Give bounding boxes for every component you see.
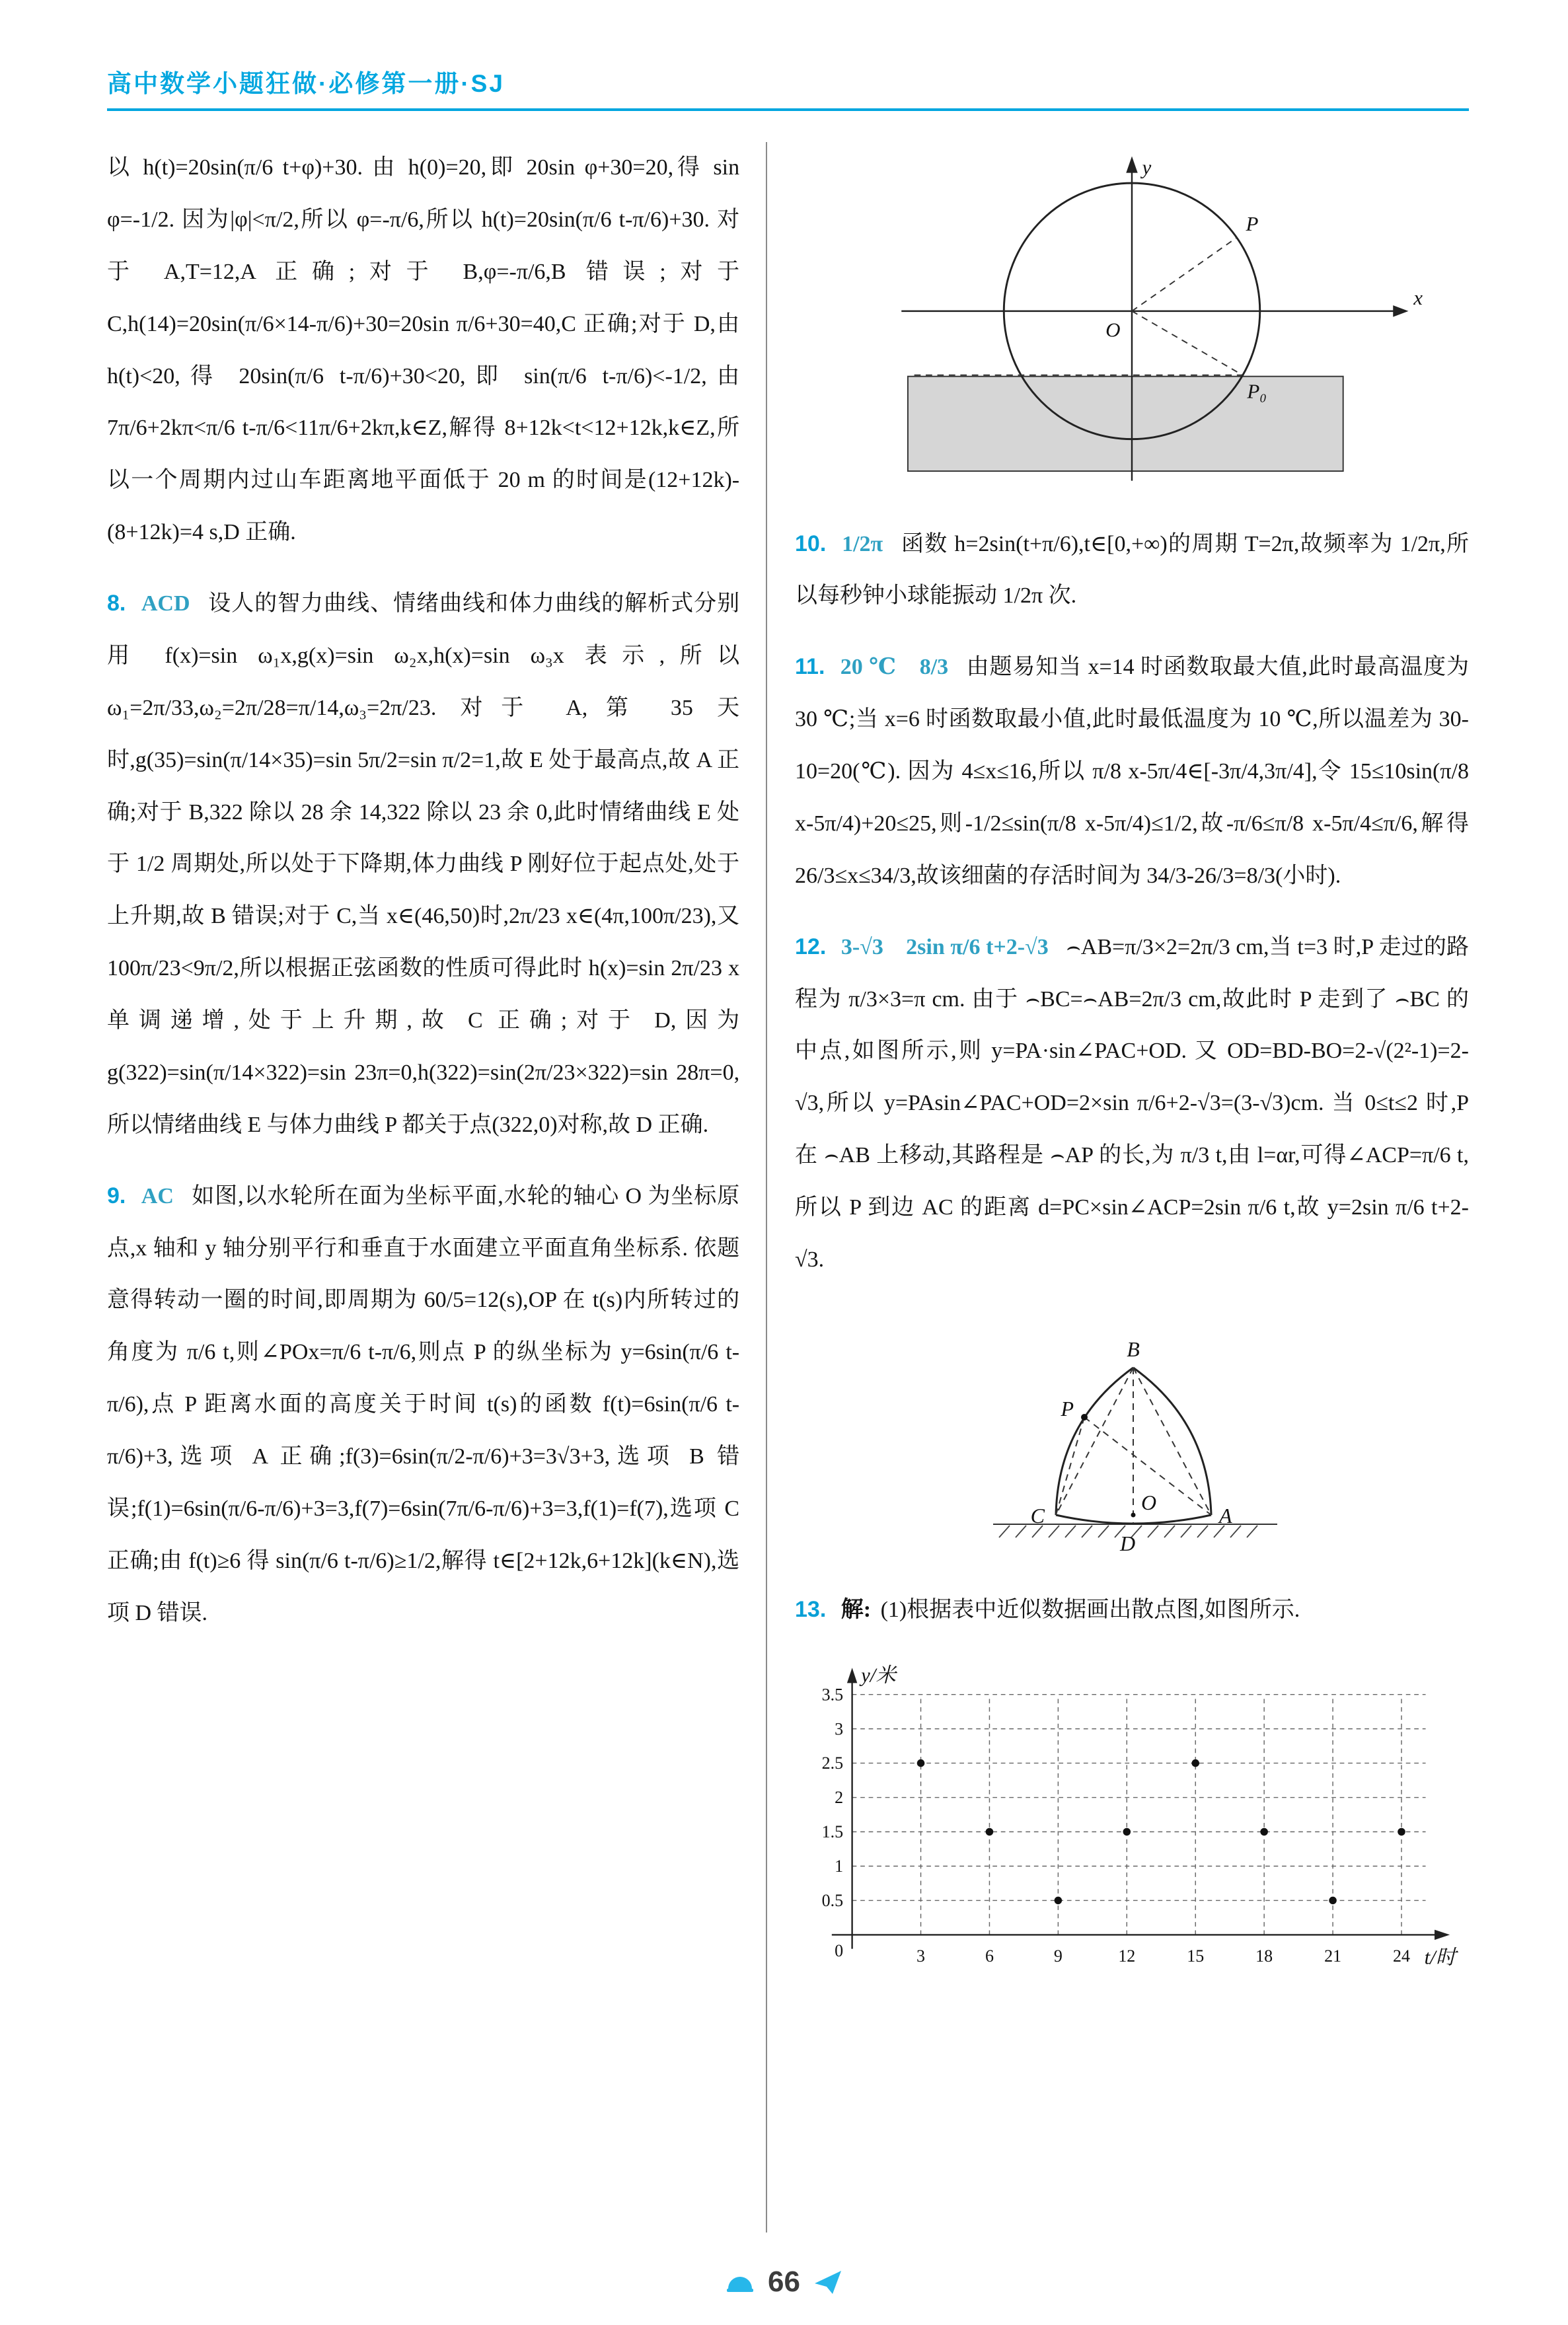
point-O-label: O (1141, 1490, 1157, 1514)
solution-10 (795, 518, 1469, 623)
point-P0-label: P₀ (1247, 379, 1267, 403)
scatter-y-arrow (847, 1668, 857, 1683)
solution-13 (795, 1584, 1469, 1637)
point-P-label: P (1061, 1396, 1074, 1421)
problem-12-number: 12. (795, 934, 827, 959)
protractor-icon (724, 2266, 756, 2298)
origin-label: O (1105, 318, 1121, 342)
solution-text: 由题易知当 x=14 时函数取最大值,此时最高温度为 30 ℃;当 x=6 时函数取最小值,此时最低温度为 10 ℃,所以温差为 30-10=20(℃). 因为 4≤x≤16,所以 π/8 x-5π/4∈[-3π/4,3π/4],令 15≤10sin(π/8 x-5π/4)+20≤25,则-1/2≤sin(π/8 x-5π/4)≤1/2,故-π/6≤π/8 x-5π/4≤π/6,解得 26/3≤x≤34/3,故该细菌的存活时间为 34/3-26/3=8/3(小时). (795, 655, 1470, 888)
problem-10-number: 10. (795, 531, 827, 556)
svg-text:12: 12 (1118, 1946, 1136, 1966)
problem-11-answer: 20 ℃ 8/3 (840, 655, 949, 680)
vertex-A-label: A (1219, 1503, 1232, 1528)
problem-9-answer: AC (141, 1183, 174, 1208)
page-header (107, 63, 1469, 111)
problem-10-answer: 1/2π (842, 531, 883, 556)
vertex-B-label: B (1127, 1337, 1140, 1361)
solution-8 (107, 577, 739, 1152)
svg-text:15: 15 (1187, 1946, 1205, 1966)
problem-13-number: 13. (795, 1596, 827, 1622)
solution-text: ⌢AB=π/3×2=2π/3 cm,当 t=3 时,P 走过的路程为 π/3×3=π cm. 由于 ⌢BC=⌢AB=2π/3 cm,故此时 P 走到了 ⌢BC 的中点,如图所示,则 y=PA·sin∠PAC+OD. 又 OD=BD-BO=2-√(2²-1)=2-√3,所以 y=PAsin∠PAC+OD=2×sin π/6+2-√3=(3-√3)cm. 当 0≤t≤2 时,P 在 ⌢AB 上移动,其路程是 ⌢AP 的长,为 π/3 t,由 l=αr,可得∠ACP=π/6 t,所以 P 到边 AC 的距离 d=PC×sin∠ACP=2sin π/6 t,故 y=2sin π/6 t+2-√3. (795, 934, 1469, 1272)
point-P-label: P (1246, 211, 1259, 235)
water-rect (908, 377, 1343, 471)
scatter-x-arrow (1435, 1929, 1450, 1939)
solution-text: (1)根据表中近似数据画出散点图,如图所示. (880, 1597, 1300, 1622)
svg-text:21: 21 (1324, 1946, 1342, 1966)
point-D-label: D (1120, 1531, 1136, 1555)
chord-BC-dashed (1056, 1368, 1133, 1515)
solution-12 (795, 921, 1469, 1286)
scatter-y-label: y/米 (861, 1664, 897, 1687)
svg-text:18: 18 (1255, 1946, 1273, 1966)
svg-text:3.5: 3.5 (821, 1684, 844, 1704)
svg-text:1.5: 1.5 (821, 1822, 844, 1841)
solution-text: 函数 h=2sin(t+π/6),t∈[0,+∞)的周期 T=2π,故频率为 1/2π,所以每秒钟小球能振动 1/2π 次. (795, 531, 1470, 609)
scatter-figure (795, 1655, 1469, 1985)
page-footer (0, 2266, 1568, 2299)
scatter-origin-label: 0 (835, 1940, 844, 1960)
page-number: 66 (768, 2266, 800, 2298)
problem-12-answer: 3-√3 2sin π/6 t+2-√3 (840, 934, 1049, 959)
page-header-title: 高中数学小题狂做·必修第一册·SJ (107, 70, 505, 97)
x-axis-arrow (1393, 305, 1408, 316)
svg-text:9: 9 (1053, 1946, 1063, 1966)
svg-text:3: 3 (916, 1946, 926, 1966)
waterwheel-figure (795, 145, 1469, 503)
content-columns (107, 142, 1469, 2233)
svg-text:2: 2 (835, 1787, 844, 1807)
solution-text: 设人的智力曲线、情绪曲线和体力曲线的解析式分别用 f(x)=sin ω₁x,g(x)=sin ω₂x,h(x)=sin ω₃x 表示,所以 ω₁=2π/33,ω₂=2π/28=π/14,ω₃=2π/23. 对于 A,第 35 天时,g(35)=sin(π/14×35)=sin 5π/2=sin π/2=1,故 E 处于最高点,故 A 正确;对于 B,322 除以 28 余 14,322 除以 23 余 0,此时情绪曲线 E 处于 1/2 周期处,所以处于下降期,体力曲线 P 刚好位于起点处,处于上升期,故 B 错误;对于 C,当 x∈(46,50)时,2π/23 x∈(4π,100π/23),又 100π/23<9π/2,所以根据正弦函数的性质可得此时 h(x)=sin 2π/23 x 单调递增,处于上升期,故 C 正确;对于 D,因为 g(322)=sin(π/14×322)=sin 23π=0,h(322)=sin(2π/23×322)=sin 28π=0,所以情绪曲线 E 与体力曲线 P 都关于点(322,0)对称,故 D 正确. (107, 591, 740, 1137)
left-column (107, 142, 766, 2233)
solution-text: 以 h(t)=20sin(π/6 t+φ)+30. 由 h(0)=20,即 20sin φ+30=20,得 sin φ=-1/2. 因为|φ|<π/2,所以 φ=-π/6,所以 h(t)=20sin(π/6 t-π/6)+30. 对于 A,T=12,A 正确;对于 B,φ=-π/6,B 错误;对于 C,h(14)=20sin(π/6×14-π/6)+30=20sin π/6+30=40,C 正确;对于 D,由 h(t)<20,得 20sin(π/6 t-π/6)+30<20,即 sin(π/6 t-π/6)<-1/2,由 7π/6+2kπ<π/6 t-π/6<11π/6+2kπ,k∈Z,解得 8+12k<t<12+12k,k∈Z,所以一个周期内过山车距离地平面低于 20 m 的时间是(12+12k)-(8+12k)=4 s,D 正确. (107, 155, 740, 545)
vertex-C-label: C (1030, 1503, 1045, 1528)
solution-9 (107, 1170, 739, 1640)
header-underline (107, 108, 1469, 111)
chord-PC-dashed (1056, 1417, 1084, 1515)
scatter-plot (795, 1655, 1469, 1985)
problem-11-number: 11. (795, 654, 825, 680)
svg-text:2.5: 2.5 (821, 1753, 844, 1773)
svg-text:1: 1 (835, 1856, 844, 1876)
solution-text: 如图,以水轮所在面为坐标平面,水轮的轴心 O 为坐标原点,x 轴和 y 轴分别平行和垂直于水面建立平面直角坐标系. 依题意得转动一圈的时间,即周期为 60/5=12(s),OP 在 t(s)内所转过的角度为 π/6 t,则∠POx=π/6 t-π/6,则点 P 的纵坐标为 y=6sin(π/6 t-π/6),点 P 距离水面的高度关于时间 t(s)的函数 f(t)=6sin(π/6 t-π/6)+3,选项 A 正确;f(3)=6sin(π/2-π/6)+3=3√3+3,选项 B 错误;f(1)=6sin(π/6-π/6)+3=3,f(7)=6sin(7π/6-π/6)+3=3,f(1)=f(7),选项 C 正确;由 f(t)≥6 得 sin(π/6 t-π/6)≥1/2,解得 t∈[2+12k,6+12k](k∈N),选项 D 错误. (107, 1183, 740, 1625)
solution-11 (795, 641, 1469, 902)
problem-9-number: 9. (107, 1183, 126, 1208)
scatter-x-label: t/时 (1424, 1946, 1456, 1969)
waterwheel-diagram (825, 145, 1439, 503)
scatter-tick-labels (822, 1685, 1410, 1965)
right-column (767, 142, 1469, 2233)
radius-OP-dashed (1132, 237, 1237, 311)
radius-OP0-dashed (1132, 311, 1243, 375)
solution-7-continuation (107, 142, 739, 559)
y-axis-arrow (1126, 156, 1137, 172)
reuleaux-figure (795, 1305, 1469, 1569)
svg-text:3: 3 (835, 1718, 844, 1738)
svg-text:24: 24 (1393, 1946, 1410, 1966)
y-axis-label: y (1142, 155, 1152, 179)
paper-plane-icon (812, 2266, 844, 2298)
point-O-dot (1131, 1512, 1136, 1517)
scatter-gridlines (852, 1694, 1426, 1935)
reuleaux-diagram (947, 1305, 1317, 1569)
point-P-dot (1081, 1414, 1088, 1421)
problem-8-number: 8. (107, 591, 126, 616)
svg-text:0.5: 0.5 (821, 1890, 844, 1910)
problem-8-answer: ACD (141, 591, 190, 616)
svg-text:6: 6 (985, 1946, 994, 1966)
x-axis-label: x (1413, 286, 1423, 310)
solution-prefix: 解: (840, 1597, 872, 1622)
